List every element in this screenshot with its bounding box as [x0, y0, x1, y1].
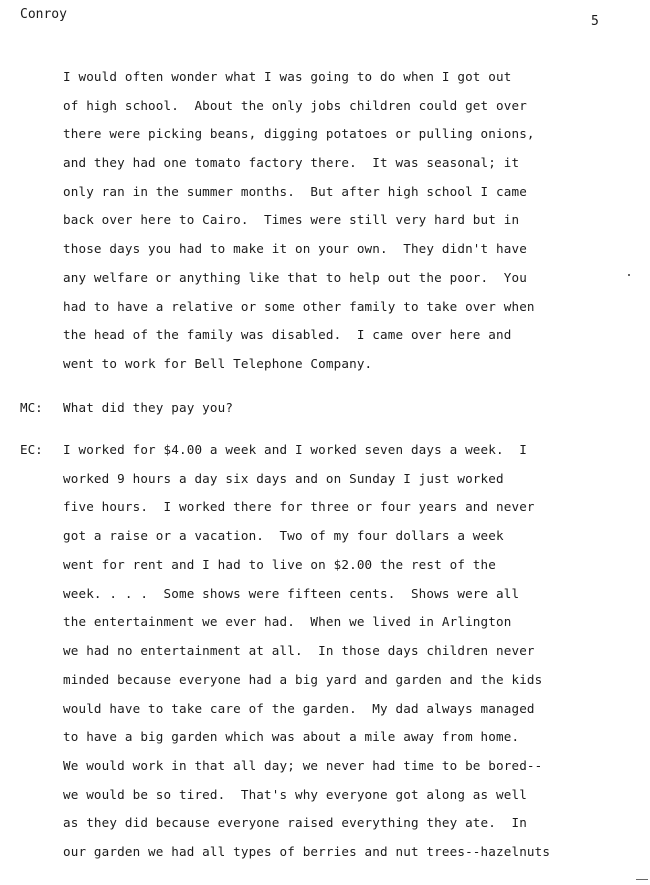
text-line: got a raise or a vacation. Two of my four dollars a week	[63, 528, 504, 543]
text-line: to have a big garden which was about a mile away from home.	[63, 729, 520, 744]
page-number: 5	[591, 14, 599, 29]
text-line: minded because everyone had a big yard and garden and the kids	[63, 672, 543, 687]
text-line: would have to take care of the garden. My dad always managed	[63, 701, 535, 716]
text-line: back over here to Cairo. Times were still very hard but in	[63, 212, 520, 227]
speaker-label-mc: MC:	[20, 400, 43, 415]
text-line: only ran in the summer months. But after high school I came	[63, 184, 527, 199]
text-line: those days you had to make it on your own. They didn't have	[63, 241, 527, 256]
text-line: the head of the family was disabled. I came over here and	[63, 327, 512, 342]
text-line: as they did because everyone raised everything they ate. In	[63, 815, 527, 830]
text-line: there were picking beans, digging potatoes or pulling onions,	[63, 126, 535, 141]
text-line: went for rent and I had to live on $2.00 the rest of the	[63, 557, 496, 572]
speaker-label-ec: EC:	[20, 442, 43, 457]
text-line: of high school. About the only jobs children could get over	[63, 98, 527, 113]
text-line: I would often wonder what I was going to do when I got out	[63, 69, 512, 84]
text-line: we had no entertainment at all. In those days children never	[63, 643, 535, 658]
text-line: went to work for Bell Telephone Company.	[63, 356, 373, 371]
text-line: and they had one tomato factory there. It was seasonal; it	[63, 155, 520, 170]
text-line: five hours. I worked there for three or four years and never	[63, 499, 535, 514]
text-line: we would be so tired. That's why everyone got along as well	[63, 787, 527, 802]
text-line: had to have a relative or some other family to take over when	[63, 299, 535, 314]
text-line: any welfare or anything like that to help out the poor. You	[63, 270, 527, 285]
question-text: What did they pay you?	[63, 400, 234, 415]
text-line: week. . . . Some shows were fifteen cents. Shows were all	[63, 586, 520, 601]
text-line: I worked for $4.00 a week and I worked seven days a week. I	[63, 442, 527, 457]
header-name: Conroy	[20, 7, 67, 22]
text-line: worked 9 hours a day six days and on Sunday I just worked	[63, 471, 504, 486]
text-line: the entertainment we ever had. When we lived in Arlington	[63, 614, 512, 629]
text-line: our garden we had all types of berries and nut trees--hazelnuts	[63, 844, 551, 859]
text-line: We would work in that all day; we never had time to be bored--	[63, 758, 543, 773]
scan-speck	[628, 274, 630, 276]
scan-edge-mark	[636, 879, 648, 880]
